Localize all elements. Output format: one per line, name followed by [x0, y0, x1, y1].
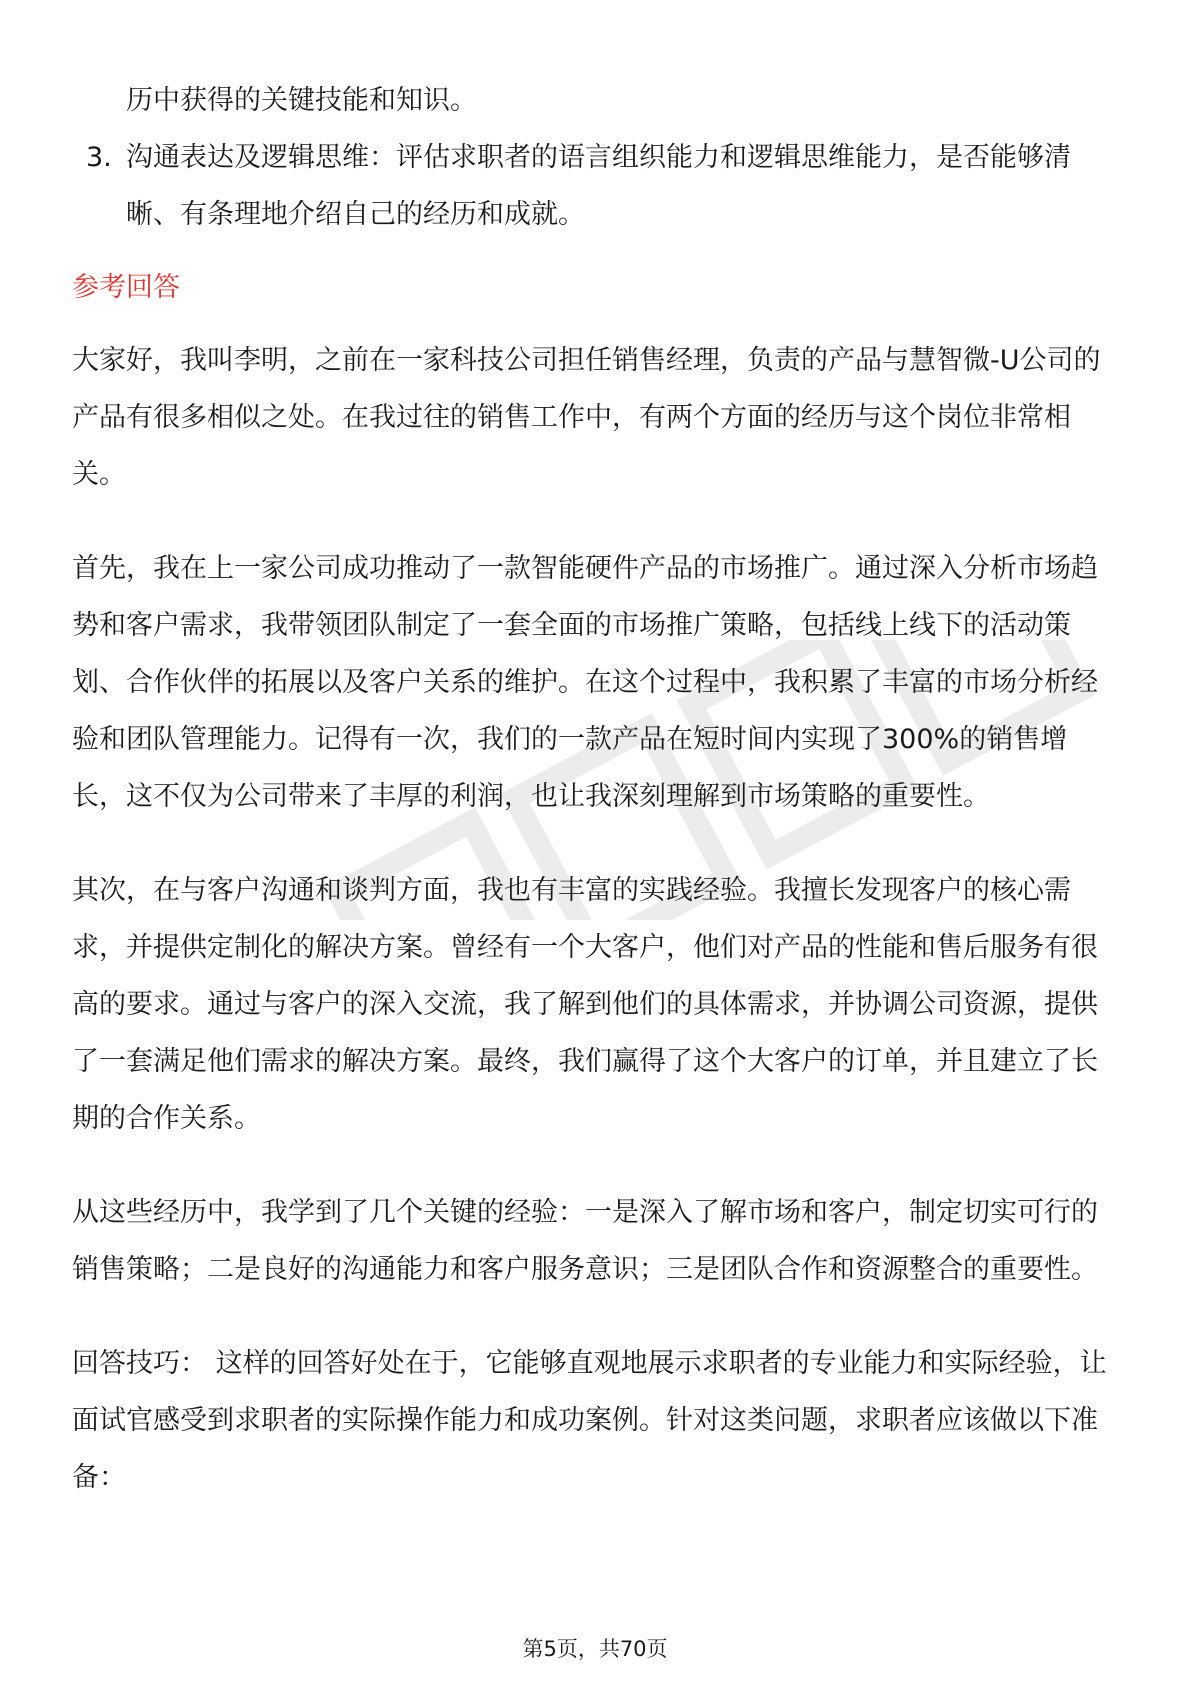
- paragraph-answer-tips: 回答技巧： 这样的回答好处在于，它能够直观地展示求职者的专业能力和实际经验，让面试官感受到求职者的实际操作能力和成功案例。针对这类问题，求职者应该做以下准备：: [72, 1348, 1107, 1493]
- list-number: 3.: [86, 142, 112, 173]
- page-footer: 第5页，共70页: [522, 1637, 668, 1661]
- list-item-text: 沟通表达及逻辑思维：评估求职者的语言组织能力和逻辑思维能力，是否能够清晰、有条理地介绍自己的经历和成就。: [126, 142, 1071, 230]
- document-body: [72, 72, 1112, 1506]
- paragraph-second-experience: 其次，在与客户沟通和谈判方面，我也有丰富的实践经验。我擅长发现客户的核心需求，并提供定制化的解决方案。曾经有一个大客户，他们对产品的性能和售后服务有很高的要求。通过与客户的深入交流，我了解到他们的具体需求，并协调公司资源，提供了一套满足他们需求的解决方案。最终，我们赢得了这个大客户的订单，并且建立了长期的合作关系。: [72, 875, 1098, 1134]
- paragraph-intro: 大家好，我叫李明，之前在一家科技公司担任销售经理，负责的产品与慧智微-U公司的产品有很多相似之处。在我过往的销售工作中，有两个方面的经历与这个岗位非常相关。: [72, 345, 1101, 490]
- paragraph-first-experience: 首先，我在上一家公司成功推动了一款智能硬件产品的市场推广。通过深入分析市场趋势和客户需求，我带领团队制定了一套全面的市场推广策略，包括线上线下的活动策划、合作伙伴的拓展以及客户关系的维护。在这个过程中，我积累了丰富的市场分析经验和团队管理能力。记得有一次，我们的一款产品在短时间内实现了300%的销售增长，这不仅为公司带来了丰厚的利润，也让我深刻理解到市场策略的重要性。: [72, 553, 1098, 812]
- list-item-2-continuation: 历中获得的关键技能和知识。: [126, 85, 477, 116]
- section-title: 参考回答: [72, 272, 180, 303]
- list-item-3: [72, 129, 1112, 243]
- paragraph-lessons: 从这些经历中，我学到了几个关键的经验：一是深入了解市场和客户，制定切实可行的销售策略；二是良好的沟通能力和客户服务意识；三是团队合作和资源整合的重要性。: [72, 1197, 1098, 1285]
